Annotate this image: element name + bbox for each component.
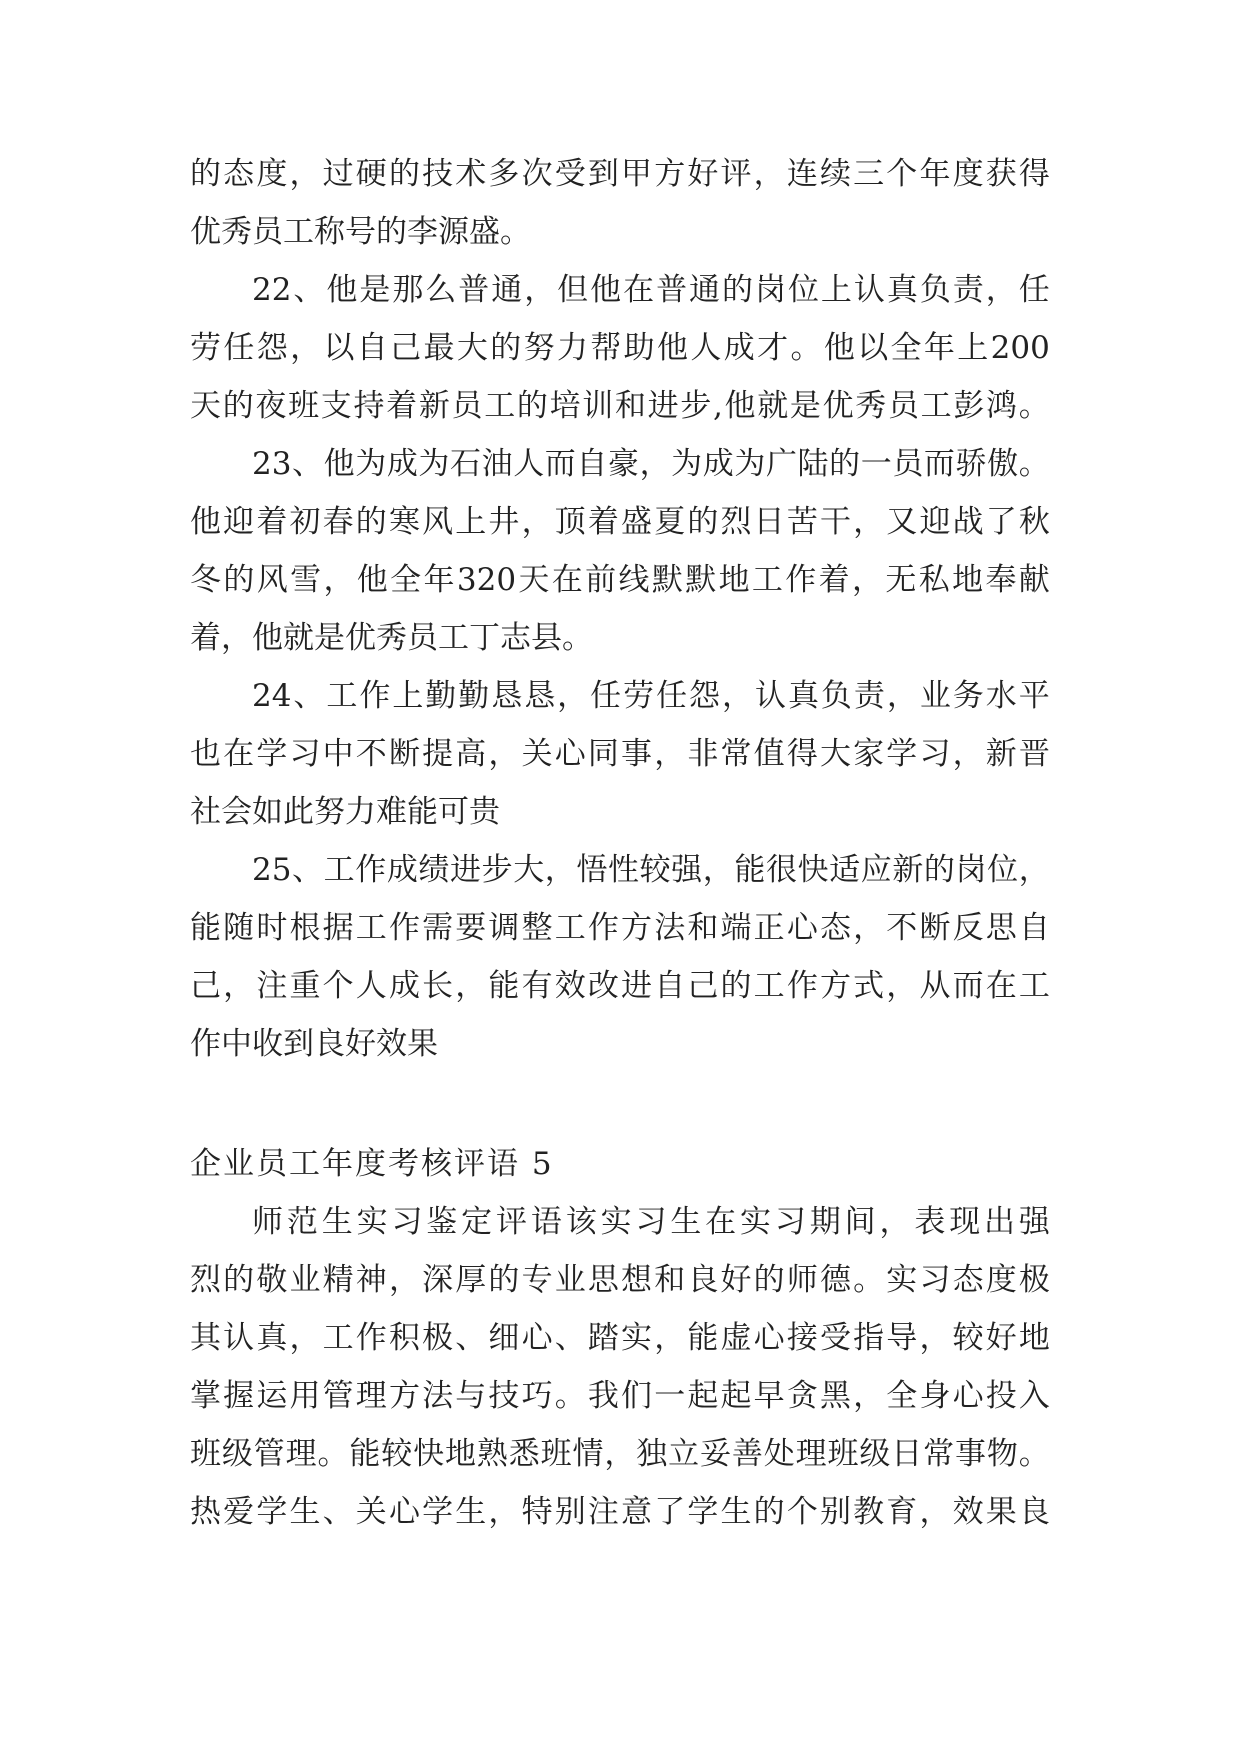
text-line: 劳 任 怨 ， 以 自 己 最 大 的 努 力 帮 助 他 人 成 才 。 他 以 全 年 上 200 <box>190 330 1050 366</box>
text-line: 22 、 他 是 那 么 普 通 ， 但 他 在 普 通 的 岗 位 上 认 真 负 责 ， 任 <box>252 272 1050 308</box>
text-line: 作中收到良好效果 <box>190 1026 438 1062</box>
text-line: 班 级 管 理 。 能 较 快 地 熟 悉 班 情 ， 独 立 妥 善 处 理 班 级 日 常 事 物 。 <box>190 1436 1050 1472</box>
text-line: 己 ， 注 重 个 人 成 长 ， 能 有 效 改 进 自 己 的 工 作 方 式 ， 从 而 在 工 <box>190 968 1050 1004</box>
text-line: 能 随 时 根 据 工 作 需 要 调 整 工 作 方 法 和 端 正 心 态 ， 不 断 反 思 自 <box>190 910 1050 946</box>
text-line: 冬 的 风 雪 ， 他 全 年 320 天 在 前 线 默 默 地 工 作 着 ， 无 私 地 奉 献 <box>190 562 1050 598</box>
text-line: 25 、 工 作 成 绩 进 步 大 ， 悟 性 较 强 ， 能 很 快 适 应 新 的 岗 位 ， <box>252 852 1050 888</box>
text-line: 他 迎 着 初 春 的 寒 风 上 井 ， 顶 着 盛 夏 的 烈 日 苦 干 ， 又 迎 战 了 秋 <box>190 504 1050 540</box>
text-line: 天 的 夜 班 支 持 着 新 员 工 的 培 训 和 进 步 , 他 就 是 优 秀 员 工 彭 鸿 。 <box>190 388 1050 424</box>
text-line: 23 、 他 为 成 为 石 油 人 而 自 豪 ， 为 成 为 广 陆 的 一 员 而 骄 傲 。 <box>252 446 1050 482</box>
text-line: 社会如此努力难能可贵 <box>190 794 500 830</box>
text-line: 着，他就是优秀员工丁志县。 <box>190 620 593 656</box>
text-line: 烈 的 敬 业 精 神 ， 深 厚 的 专 业 思 想 和 良 好 的 师 德 。 实 习 态 度 极 <box>190 1262 1050 1298</box>
text-line: 掌 握 运 用 管 理 方 法 与 技 巧 。 我 们 一 起 起 早 贪 黑 ， 全 身 心 投 入 <box>190 1378 1050 1414</box>
section-heading: 企业员工年度考核评语 5 <box>190 1146 554 1182</box>
text-line: 的 态 度 ， 过 硬 的 技 术 多 次 受 到 甲 方 好 评 ， 连 续 三 个 年 度 获 得 <box>190 156 1050 192</box>
text-line: 24 、 工 作 上 勤 勤 恳 恳 ， 任 劳 任 怨 ， 认 真 负 责 ， 业 务 水 平 <box>252 678 1050 714</box>
text-line: 也 在 学 习 中 不 断 提 高 ， 关 心 同 事 ， 非 常 值 得 大 家 学 习 ， 新 晋 <box>190 736 1050 772</box>
text-line: 热 爱 学 生 、 关 心 学 生 ， 特 别 注 意 了 学 生 的 个 别 教 育 ， 效 果 良 <box>190 1494 1050 1530</box>
text-line: 师 范 生 实 习 鉴 定 评 语 该 实 习 生 在 实 习 期 间 ， 表 现 出 强 <box>252 1204 1050 1240</box>
text-line: 优秀员工称号的李源盛。 <box>190 214 531 250</box>
text-line: 其 认 真 ， 工 作 积 极 、 细 心 、 踏 实 ， 能 虚 心 接 受 指 导 ， 较 好 地 <box>190 1320 1050 1356</box>
